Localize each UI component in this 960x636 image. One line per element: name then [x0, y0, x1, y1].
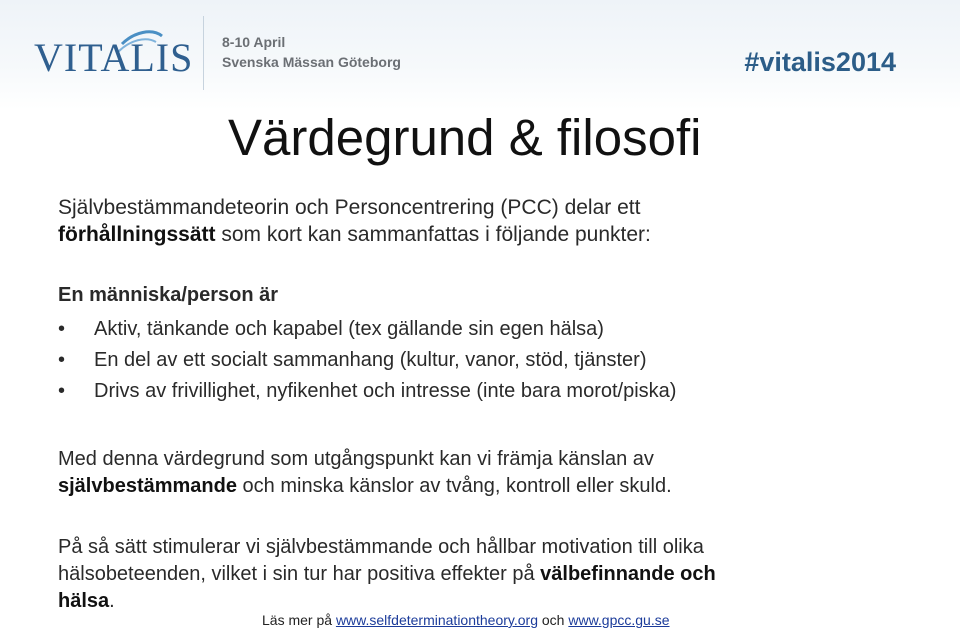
list-item-text: Drivs av frivillighet, nyfikenhet och intresse (inte bara morot/piska): [94, 380, 677, 402]
bullet-icon: •: [58, 318, 66, 340]
hashtag: #vitalis2014: [744, 47, 896, 77]
mid-rest: och minska känslor av tvång, kontroll eller skuld.: [236, 475, 672, 497]
link-selfdeterminationtheory[interactable]: www.selfdeterminationtheory.org: [335, 612, 538, 628]
mid-bold: självbestämmande: [58, 475, 237, 497]
logo-text: VITALIS: [34, 35, 194, 80]
link-gpcc[interactable]: www.gpcc.gu.se: [568, 612, 670, 628]
end-line-1: På så sätt stimulerar vi självbestämmande och hållbar motivation till olika: [58, 536, 704, 558]
end-paragraph: [58, 534, 898, 615]
event-venue: Svenska Mässan Göteborg: [222, 54, 401, 70]
bullet-icon: •: [58, 349, 66, 371]
mid-paragraph: [58, 446, 878, 500]
intro-line-2: [58, 221, 818, 248]
vitalis-logo: [34, 30, 194, 100]
intro-bold: förhållningssätt: [58, 223, 216, 246]
list-heading: En människa/person är: [58, 284, 279, 306]
end-bold-2: hälsa: [58, 590, 110, 612]
list-item: [58, 345, 676, 376]
bullet-icon: •: [58, 380, 66, 402]
footer-middle: och: [538, 612, 569, 628]
list-item-text: En del av ett socialt sammanhang (kultur, vanor, stöd, tjänster): [94, 349, 647, 371]
intro-paragraph: [58, 194, 818, 248]
list-item: [58, 376, 676, 407]
list-item-text: Aktiv, tänkande och kapabel (tex gällande sin egen hälsa): [94, 318, 604, 340]
header-divider: [203, 16, 204, 90]
end-bold-1: välbefinnande och: [540, 563, 716, 585]
intro-rest: som kort kan sammanfattas i följande punkter:: [215, 223, 651, 246]
end-line-3: [58, 588, 898, 615]
slide-title: Värdegrund & filosofi: [228, 109, 702, 166]
bullet-list: [58, 314, 676, 407]
mid-line-1: Med denna värdegrund som utgångspunkt kan vi främja känslan av: [58, 448, 654, 470]
footer-links: [262, 612, 670, 628]
end-line-2-start: hälsobeteenden, vilket i sin tur har positiva effekter på: [58, 563, 541, 585]
end-period: .: [109, 590, 115, 612]
mid-line-2: [58, 473, 878, 500]
end-line-2: [58, 561, 898, 588]
event-dates: 8-10 April: [222, 34, 286, 50]
list-item: [58, 314, 676, 345]
intro-line-1: Självbestämmandeteorin och Personcentrering (PCC) delar ett: [58, 196, 641, 219]
footer-prefix: Läs mer på: [262, 612, 336, 628]
